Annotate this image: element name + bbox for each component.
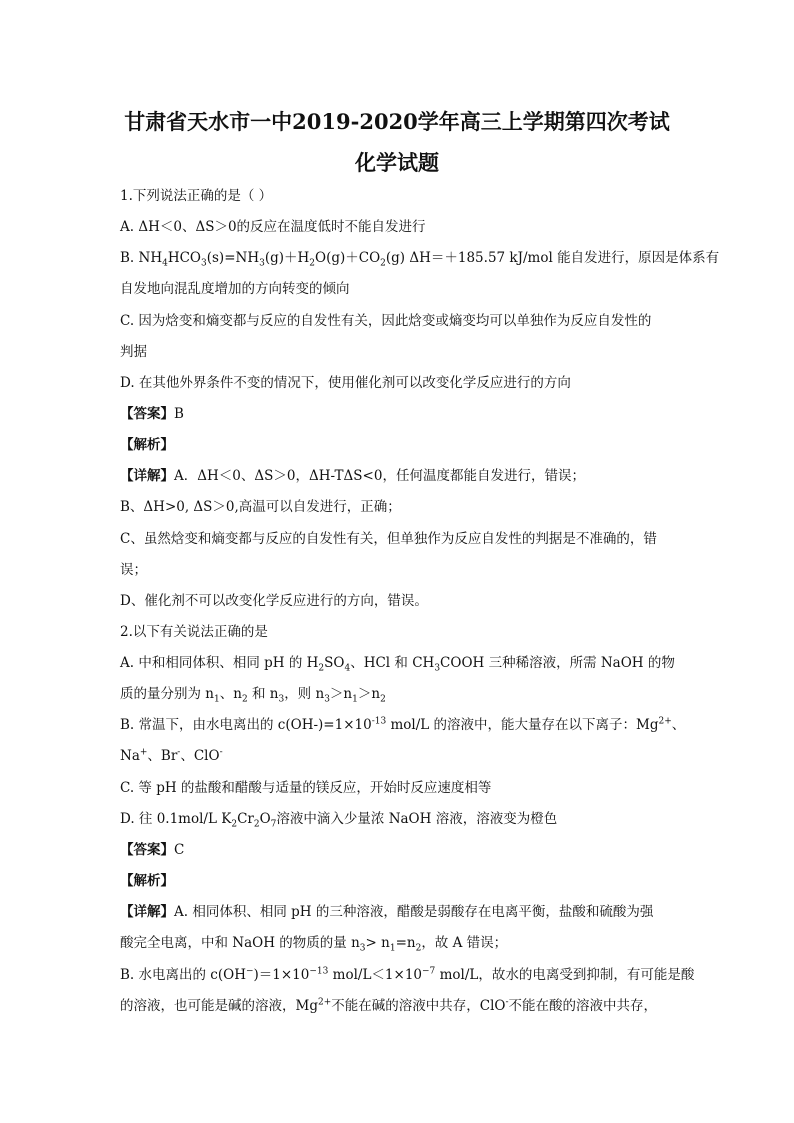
q2-analysis-label: 【解析】 (120, 873, 174, 889)
q1-option-b-line1: B. $NH_4HCO_3(s)=NH_3(g)+H_2O(g)+CO_2(g)$ ΔH＝＋185.57 kJ/mol 能自发进行，原因是体系有 (120, 250, 720, 269)
q2-detail-b-line1: B. 水电离出的 $c(OH^-)=1\times 10^{-13}$ mol/$L<1\times 10^{-7}$ mol/L，故水的电离受到抑制，有可能是酸 (120, 966, 695, 983)
detail-label: 【详解】 (120, 468, 174, 484)
q2-option-d: D. 往 0.1mol/L $K_2Cr_2O_7$溶液中滴入少量浓 NaOH 溶液，溶液变为橙色 (120, 811, 558, 830)
q1-detail-b: B、ΔH>0, ΔS＞0,高温可以自发进行，正确； (120, 499, 401, 515)
q1-option-d: D. 在其他外界条件不变的情况下，使用催化剂可以改变化学反应进行的方向 (120, 375, 571, 391)
q1-detail-d: D、催化剂不可以改变化学反应进行的方向，错误。 (120, 593, 428, 609)
q2-stem: 2.以下有关说法正确的是 (120, 624, 268, 640)
document-title: 甘肃省天水市一中2019-2020学年高三上学期第四次考试 (124, 109, 670, 134)
q2-option-a-line1: A. 中和相同体积、相同 pH 的 $H_2SO_4$、HCl 和 $CH_3COOH$ 三种稀溶液，所需 NaOH 的物 (120, 655, 675, 674)
q1-option-c-line1: C. 因为焓变和熵变都与反应的自发性有关，因此焓变或熵变均可以单独作为反应自发性的 (120, 313, 652, 329)
answer-label: 【答案】 (120, 842, 174, 858)
q2-answer: 【答案】C (120, 842, 185, 858)
q1-answer: 【答案】B (120, 406, 184, 422)
q2-detail-b-line2: 的溶液，也可能是碱的溶液，$Mg^{2+}$不能在碱的溶液中共存，ClO-不能在酸的溶液中共存， (120, 997, 658, 1014)
q2-option-b-line2: Na+、Br-、ClO- (120, 747, 223, 764)
q2-detail-a-line2: 酸完全电离，中和 NaOH 的物质的量 $n_3> n_1=n_2$，故 A 错误； (120, 935, 508, 954)
q2-option-b-line1: B. 常温下，由水电离出的 $c(OH-)=1\times 10^{-13}$ mol/L 的溶液中，能大量存在以下离子：$Mg^{2+}$、 (120, 716, 686, 733)
answer-label: 【答案】 (120, 406, 174, 422)
q2-option-a-line2: 质的量分别为 $n_1$、$n_2$ 和 $n_3$，则 $n_3>n_1>n_2$ (120, 686, 386, 705)
q1-detail-c-line2: 误； (120, 562, 147, 578)
q1-option-b-line2: 自发地向混乱度增加的方向转变的倾向 (120, 281, 350, 297)
q2-option-c: C. 等 pH 的盐酸和醋酸与适量的镁反应，开始时反应速度相等 (120, 780, 492, 796)
detail-label: 【详解】 (120, 904, 174, 920)
q1-stem: 1.下列说法正确的是（ ） (120, 188, 273, 204)
q1-detail-a: 【详解】A．ΔH＜0、ΔS＞0，ΔH-TΔS<0，任何温度都能自发进行，错误； (120, 468, 585, 484)
q1-analysis-label: 【解析】 (120, 437, 174, 453)
q1-option-c-line2: 判据 (120, 344, 147, 360)
q2-detail-a-line1: 【详解】A. 相同体积、相同 pH 的三种溶液，醋酸是弱酸存在电离平衡，盐酸和硫酸为强 (120, 904, 654, 920)
q1-option-a: A. ΔH＜0、ΔS＞0的反应在温度低时不能自发进行 (120, 219, 426, 235)
document-subtitle: 化学试题 (355, 150, 439, 175)
q1-detail-c-line1: C、虽然焓变和熵变都与反应的自发性有关，但单独作为反应自发性的判据是不准确的，错 (120, 531, 657, 547)
